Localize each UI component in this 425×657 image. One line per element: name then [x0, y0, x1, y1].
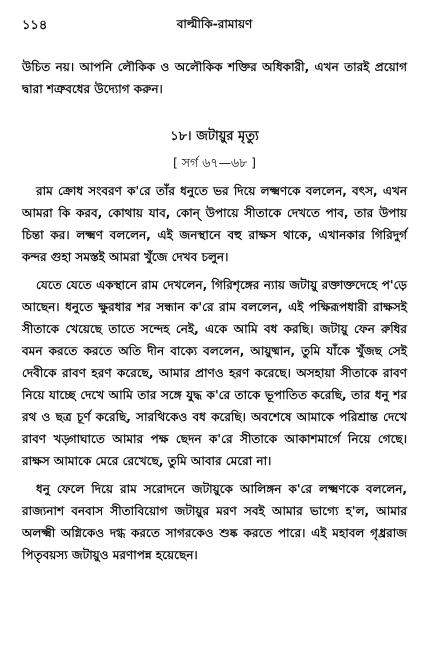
- page-header: [22, 16, 407, 38]
- page-number: ১১৪: [22, 18, 48, 33]
- body-paragraph-3: ধনু ফেলে দিয়ে রাম সরোদনে জটায়ুকে আলিঙ্গন ক'রে লক্ষ্মণকে বললেন, রাজ্যনাশ বনবাস সীতাবিয়োগ জটায়ুর মরণ সবই আমার ভাগ্যে হ'ল, আমার অলক্ষ্মী অগ্নিকেও দগ্ধ করতে সাগরকেও শুষ্ক করতে পারে। এই মহাবল গৃধ্ররাজ পিতৃবয়স্য জটায়ুও মরণাপন্ন হয়েছেন।: [22, 482, 407, 562]
- intro-paragraph: উচিত নয়। আপনি লৌকিক ও অলৌকিক শক্তির অধিকারী, এখন তারই প্রয়োগ দ্বারা শত্রুবধের উদ্যোগ করুন।: [22, 60, 407, 96]
- running-title: বাল্মীকি-রামায়ণ: [176, 17, 253, 31]
- sarga-label: [ সর্গ ৬৭—৬৮ ]: [172, 155, 257, 170]
- body-paragraph-1: রাম ক্রোধ সংবরণ ক'রে তাঁর ধনুতে ভর দিয়ে লক্ষ্মণকে বললেন, বৎস, এখন আমরা কি করব, কোথায় যাব, কোন্ উপায়ে সীতাকে দেখতে পাব, তার উপায় চিন্তা কর। লক্ষ্মণ বললেন, এই জনস্থানে বহু রাক্ষস থাকে, এখানকার গিরিদুর্গ কন্দর গুহা সমস্তই আমরা খুঁজে দেখব চলুন।: [22, 184, 407, 264]
- body-paragraph-2: যেতে যেতে একস্থানে রাম দেখলেন, গিরিশৃঙ্গের ন্যায় জটায়ু রক্তাক্তদেহে প'ড়ে আছেন। ধনুতে ক্ষুরধার শর সন্ধান ক'রে রাম বললেন, এই পক্ষিরূপধারী রাক্ষসই সীতাকে খেয়েছে তাতে সন্দেহ নেই, একে আমি বধ করছি। জটায়ু ফেন রুধির বমন করতে করতে অতি দীন বাক্যে বললেন, আয়ুষ্মান, তুমি যাঁকে খুঁজছ সেই দেবীকে রাবণ হরণ করেছে, আমার প্রাণও হরণ করেছে। অসহায়া সীতাকে রাবণ নিয়ে যাচ্ছে দেখে আমি তার সঙ্গে যুদ্ধ ক'রে তাকে ভূপাতিত করেছি, তার ধনু শর রথ ও ছত্র চূর্ণ করেছি, সারথিকেও বধ করেছি। অবশেষে আমাকে পরিশ্রান্ত দেখে রাবণ খড়্গাঘাতে আমার পক্ষ ছেদন ক'রে সীতাকে আকাশমার্গে নিয়ে গেছে। রাক্ষস আমাকে মেরে রেখেছে, তুমি আবার মেরো না।: [22, 278, 407, 468]
- chapter-title: ১৮। জটায়ুর মৃত্যু: [170, 129, 259, 144]
